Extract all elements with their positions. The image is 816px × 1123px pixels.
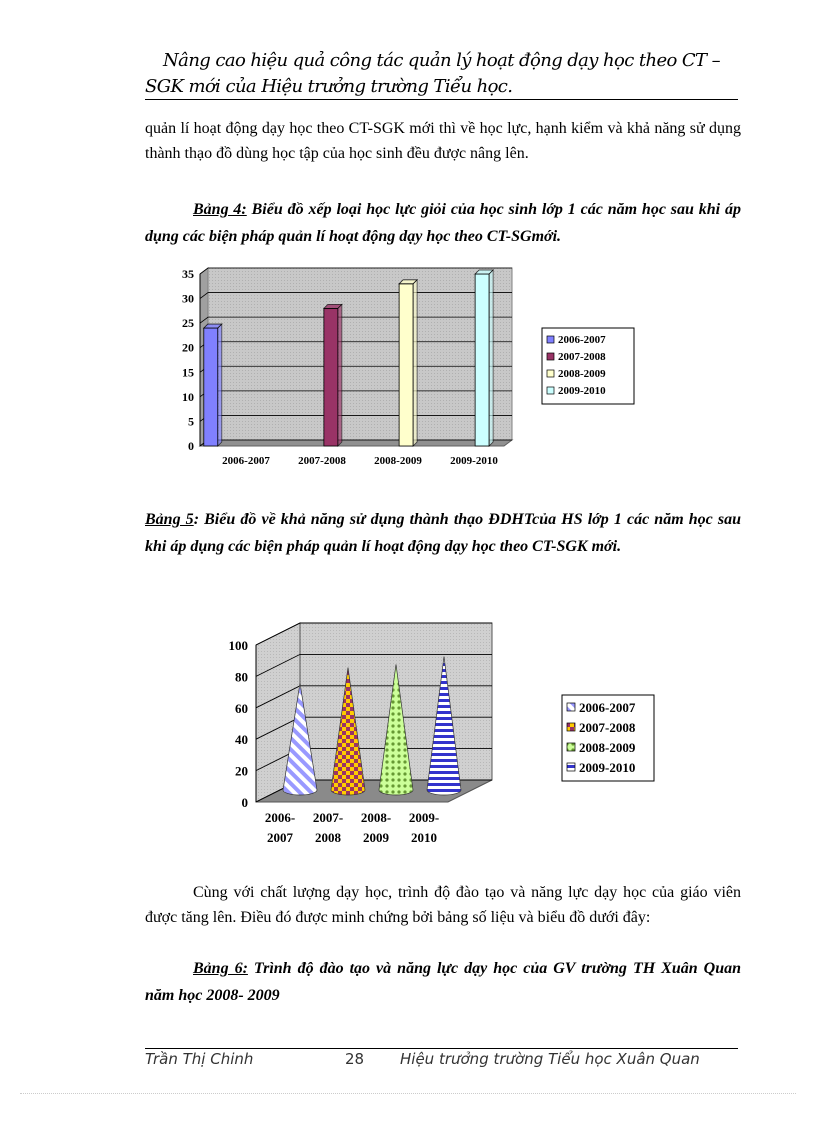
table4-title: Biểu đồ xếp loại học lực giỏi của học sinh lớp 1 các năm học sau khi áp dụng các biện pháp quản lí hoạt động dạy học theo CT-SGmới. (145, 201, 741, 245)
floor (200, 440, 512, 446)
legend-swatch (547, 370, 554, 377)
table5-caption (145, 506, 741, 560)
x-tick-label: 2009-2010 (450, 455, 498, 467)
legend-label: 2007-2008 (558, 351, 606, 363)
x-tick-label: 2008-2009 (374, 455, 422, 467)
bar (399, 284, 413, 446)
table5-title: : Biểu đồ về khả năng sử dụng thành thạo ĐDHTcủa HS lớp 1 các năm học sau khi áp dụng các biện pháp quản lí hoạt động dạy học theo CT-SGK mới. (145, 511, 741, 555)
bar-side (218, 324, 222, 446)
x-tick-label-line1: 2007- (312, 810, 344, 825)
legend (542, 328, 634, 404)
footer-author: Trần Thị Chinh (145, 1050, 254, 1068)
bar (204, 328, 218, 446)
legend-swatch (547, 387, 554, 394)
bar (324, 308, 338, 446)
plot-area (200, 268, 512, 446)
y-tick-label: 15 (182, 365, 194, 380)
table6-title: Trình độ đào tạo và năng lực dạy học của GV trường TH Xuân Quan năm học 2008- 2009 (145, 960, 741, 1004)
footer-role: Hiệu trưởng trường Tiểu học Xuân Quan (400, 1050, 700, 1068)
legend-label: 2007-2008 (579, 720, 636, 735)
legend-swatch (547, 353, 554, 360)
y-tick-label: 60 (235, 700, 248, 716)
x-tick-label: 2006-2007 (222, 455, 270, 467)
legend-label: 2006-2007 (558, 334, 606, 346)
table4-label: Bảng 4: (193, 201, 247, 218)
header-rule (145, 99, 738, 100)
bar-side (489, 270, 493, 446)
y-axis-ticks (229, 638, 249, 810)
cone-chart-2 (210, 615, 660, 855)
intro-paragraph: quản lí hoạt động dạy học theo CT-SGK mới thì về học lực, hạnh kiểm và khả năng sử dụng thành thạo đồ dùng học tập của học sinh đều được nâng lên. (145, 120, 741, 162)
y-tick-label: 80 (235, 669, 248, 685)
footer-rule (145, 1048, 738, 1049)
y-tick-label: 100 (228, 638, 248, 653)
y-tick-label: 20 (182, 340, 194, 355)
x-tick-label-line1: 2008- (360, 810, 392, 825)
legend-label: 2009-2010 (558, 385, 606, 397)
table6-label: Bảng 6: (193, 960, 248, 977)
running-header-line1: Nâng cao hiệu quả công tác quản lý hoạt động dạy học theo CT – (163, 50, 720, 71)
x-axis-labels (265, 810, 439, 845)
bar (475, 274, 489, 446)
page-edge (20, 1093, 796, 1094)
y-tick-label: 40 (235, 732, 248, 748)
y-tick-label: 25 (182, 316, 194, 331)
y-tick-label: 30 (182, 291, 194, 306)
x-tick-label-line2: 2010 (411, 830, 437, 845)
x-tick-label-line1: 2006- (264, 810, 296, 825)
legend-label: 2009-2010 (579, 760, 636, 775)
running-header-line2: SGK mới của Hiệu trưởng trường Tiểu học. (145, 76, 513, 97)
legend-swatch (567, 743, 575, 751)
table6-caption (145, 955, 741, 1009)
x-tick-label-line2: 2008 (315, 830, 341, 845)
legend-swatch (547, 336, 554, 343)
back-wall (208, 268, 512, 440)
x-axis-labels (222, 455, 498, 467)
y-tick-label: 10 (182, 389, 194, 404)
legend-swatch (567, 703, 575, 711)
y-tick-label: 20 (235, 763, 248, 779)
x-tick-label-line2: 2009 (363, 830, 389, 845)
page-number: 28 (345, 1050, 365, 1068)
x-tick-label-line1: 2009- (408, 810, 440, 825)
x-tick-label-line2: 2007 (267, 830, 293, 845)
legend (562, 695, 654, 781)
y-tick-label: 35 (182, 267, 194, 281)
y-tick-label: 0 (188, 439, 194, 453)
y-tick-label: 5 (188, 414, 194, 429)
legend-label: 2008-2009 (558, 368, 606, 380)
legend-label: 2006-2007 (579, 700, 636, 715)
bar-side (338, 304, 342, 446)
x-tick-label: 2007-2008 (298, 455, 346, 467)
table5-label: Bảng 5 (145, 511, 194, 528)
legend-swatch (567, 723, 575, 731)
legend-label: 2008-2009 (579, 740, 636, 755)
y-tick-label: 0 (241, 795, 248, 810)
paragraph-2: Cùng với chất lượng dạy học, trình độ đào tạo và năng lực dạy học của giáo viên được tăng lên. Điều đó được minh chứng bởi bảng số liệu và biểu đồ dưới đây: (145, 884, 741, 926)
table4-caption (145, 196, 741, 250)
bar-chart-1 (140, 262, 660, 477)
legend-swatch (567, 763, 575, 771)
y-axis-ticks (182, 267, 194, 453)
bar-side (413, 280, 417, 446)
